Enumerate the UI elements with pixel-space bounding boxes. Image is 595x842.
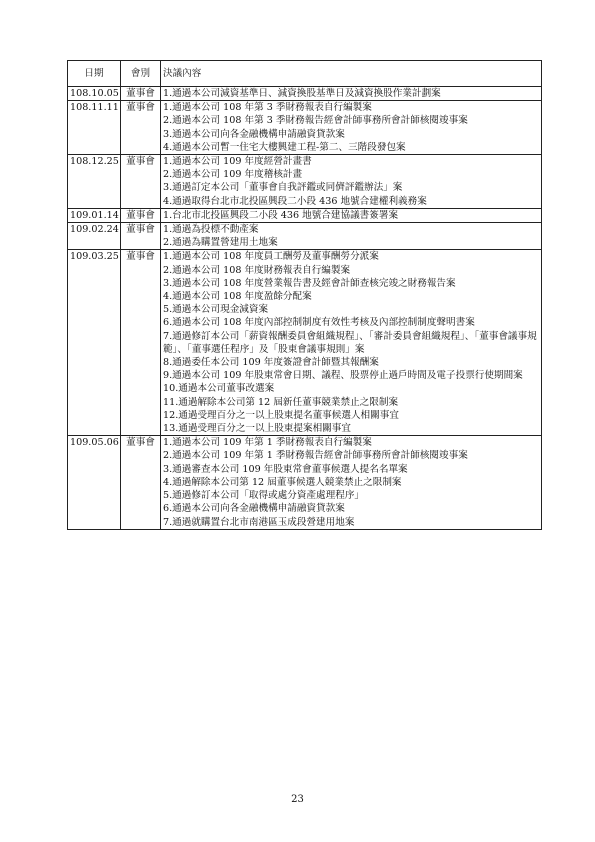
header-meeting: 會別	[121, 61, 161, 87]
resolution-item: 1.通過本公司 108 年度員工酬勞及董事酬勞分派案	[163, 251, 379, 263]
resolution-item: 4.通過解除本公司第 12 屆董事候選人競業禁止之限制案	[163, 476, 402, 488]
resolution-item: 3.通過本公司向各金融機構申請融資貸款案	[163, 128, 345, 140]
resolution-item: 7.通過就購置台北市南港區玉成段營建用地案	[163, 516, 355, 528]
resolution-item: 4.通過本公司暫一住宅大樓興建工程-第二、三階段發包案	[163, 141, 406, 153]
resolution-item: 7.通過修訂本公司「薪資報酬委員會組織規程」、「審計委員會組織規程」、「董事會議事規範」、「董事選任程序」及「股東會議事規則」案	[163, 330, 537, 355]
resolution-list	[161, 87, 542, 101]
resolution-item: 2.通過為購置營建用土地案	[163, 237, 278, 249]
resolution-item: 3.通過審查本公司 109 年股東常會董事候選人提名名單案	[163, 463, 408, 475]
resolution-item: 12.通過受理百分之一以上股東提名董事候選人相關事宜	[163, 409, 399, 421]
resolution-item: 4.通過取得台北市北投區興段二小段 436 地號合建權利義務案	[163, 195, 427, 207]
resolution-item: 1.通過為投標不動產案	[163, 224, 259, 236]
resolution-item: 1.通過本公司減資基準日、減資換股基準日及減資換股作業計劃案	[163, 88, 441, 99]
resolution-item: 11.通過解除本公司第 12 屆新任董事競業禁止之限制案	[163, 396, 399, 408]
meeting-type: 董事會	[121, 223, 161, 250]
table-row	[68, 101, 542, 155]
table-row	[68, 155, 542, 209]
resolution-item: 1.通過本公司 109 年度經營計畫書	[163, 156, 312, 168]
resolution-item: 2.通過本公司 109 年度稽核計畫	[163, 169, 303, 181]
table-row	[68, 223, 542, 250]
resolution-item: 6.通過本公司向各金融機構申請融資貸款案	[163, 503, 345, 515]
table-row	[68, 208, 542, 222]
board-resolutions-table	[67, 60, 542, 530]
resolution-item: 6.通過本公司 108 年度內部控制制度有效性考核及內部控制制度聲明書案	[163, 317, 475, 329]
resolution-item: 10.通過本公司董事改選案	[163, 383, 275, 395]
resolution-item: 2.通過本公司 108 年度財務報表自行編製案	[163, 264, 351, 276]
resolution-list	[161, 250, 542, 436]
meeting-type: 董事會	[121, 250, 161, 436]
resolution-item: 1.通過本公司 109 年第 1 季財務報表自行編製案	[163, 437, 372, 449]
resolution-list	[161, 223, 542, 250]
meeting-type: 董事會	[121, 436, 161, 529]
table-header-row	[68, 61, 542, 87]
meeting-date: 109.01.14	[68, 208, 121, 222]
meeting-type: 董事會	[121, 155, 161, 209]
meeting-type: 董事會	[121, 208, 161, 222]
resolution-item: 13.通過受理百分之一以上股東提案相關事宜	[163, 423, 351, 435]
resolution-list	[161, 208, 542, 222]
table-row	[68, 87, 542, 101]
meeting-date: 108.12.25	[68, 155, 121, 209]
resolution-item: 8.通過委任本公司 109 年度簽證會計師暨其報酬案	[163, 357, 379, 369]
meeting-type: 董事會	[121, 87, 161, 101]
header-resolutions: 決議內容	[161, 61, 542, 87]
resolution-item: 1.台北市北投區興段二小段 436 地號合建協議書簽署案	[163, 209, 399, 221]
meeting-date: 108.10.05	[68, 87, 121, 101]
resolution-item: 1.通過本公司 108 年第 3 季財務報表自行編製案	[163, 102, 372, 114]
table-row	[68, 436, 542, 529]
resolution-list	[161, 155, 542, 209]
resolution-item: 3.通過訂定本公司「董事會自我評鑑或同儕評鑑辦法」案	[163, 182, 403, 194]
resolution-item: 3.通過本公司 108 年度營業報告書及經會計師查核完竣之財務報告案	[163, 277, 456, 289]
resolution-item: 2.通過本公司 109 年第 1 季財務報告經會計師事務所會計師核閱竣事案	[163, 450, 468, 462]
meeting-date: 108.11.11	[68, 101, 121, 155]
resolution-item: 4.通過本公司 108 年度盈餘分配案	[163, 291, 312, 303]
meeting-date: 109.05.06	[68, 436, 121, 529]
meeting-date: 109.03.25	[68, 250, 121, 436]
resolution-item: 2.通過本公司 108 年第 3 季財務報告經會計師事務所會計師核閱竣事案	[163, 115, 468, 127]
resolution-item: 9.通過本公司 109 年股東常會日期、議程、股票停止過戶時間及電子投票行使期間案	[163, 370, 523, 382]
table-body	[68, 87, 542, 530]
resolution-item: 5.通過修訂本公司「取得或處分資產處理程序」	[163, 490, 365, 502]
table-row	[68, 250, 542, 436]
page-number: 23	[291, 794, 304, 805]
header-date: 日期	[68, 61, 121, 87]
meeting-date: 109.02.24	[68, 223, 121, 250]
resolution-item: 5.通過本公司現金減資案	[163, 304, 269, 316]
resolution-list	[161, 436, 542, 529]
resolution-list	[161, 101, 542, 155]
meeting-type: 董事會	[121, 101, 161, 155]
